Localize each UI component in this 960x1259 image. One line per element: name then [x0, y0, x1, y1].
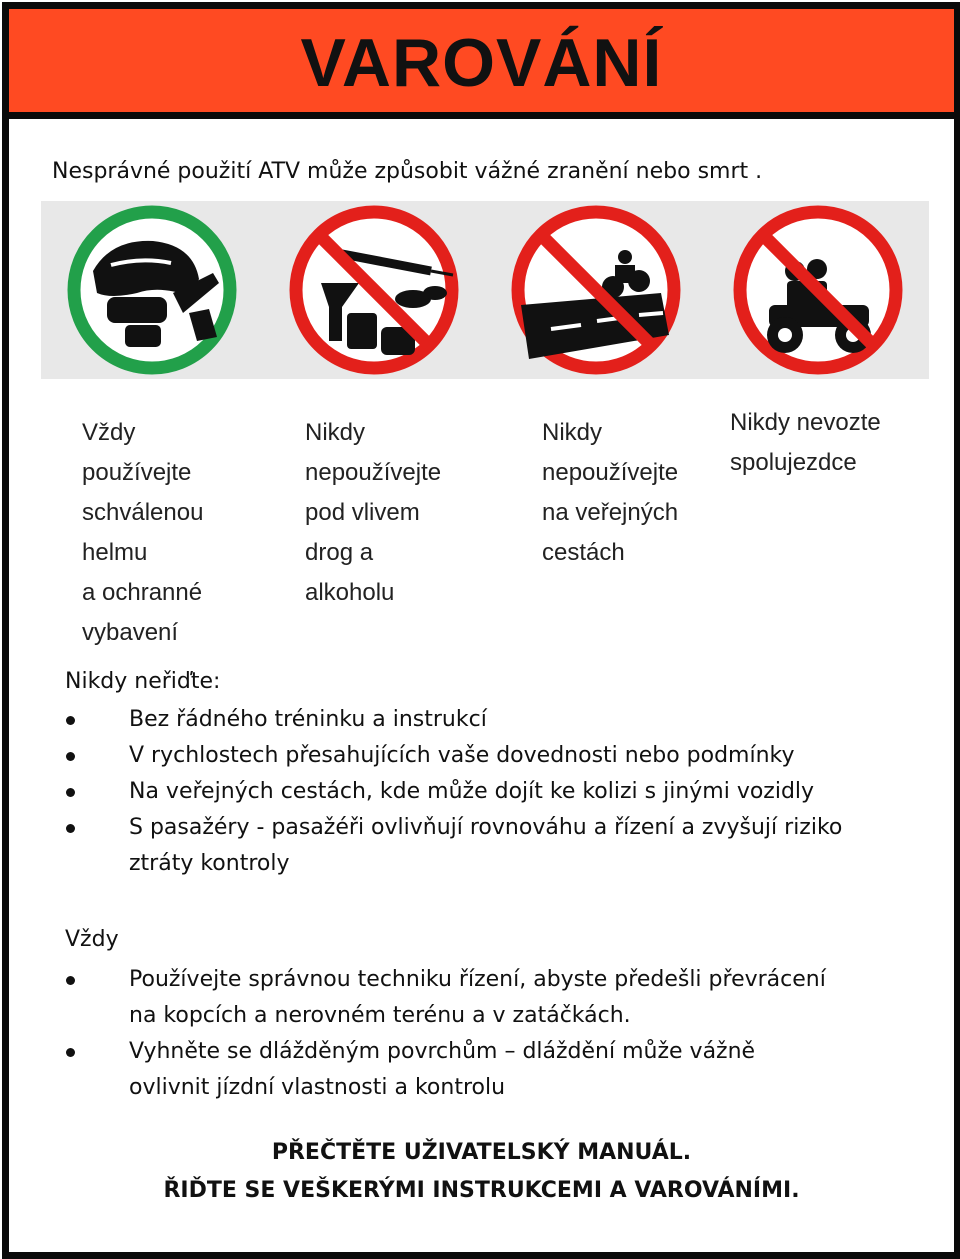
list-item: Vyhněte se dlážděným povrchům – dláždění může vážně ovlivnit jízdní vlastnosti a kontrolu	[9, 1034, 909, 1106]
helmet-protective-gear-icon	[41, 201, 263, 379]
caption-no-passengers: Nikdy nevozte spolujezdce	[730, 409, 881, 476]
never-section-heading: Nikdy neřiďte:	[65, 669, 221, 694]
pictogram-strip	[41, 201, 929, 379]
list-item: Na veřejných cestách, kde může dojít ke kolizi s jinými vozidly	[9, 774, 909, 810]
caption-no-drugs-alcohol: Nikdy nepoužívejte pod vlivem drog a alkoholu	[305, 419, 442, 606]
list-item: Bez řádného tréninku a instrukcí	[9, 702, 909, 738]
list-item: V rychlostech přesahujících vaše dovednosti nebo podmínky	[9, 738, 909, 774]
no-public-roads-icon	[485, 201, 707, 379]
always-list	[9, 962, 909, 1106]
footer-follow-instructions: ŘIĎTE SE VEŠKERÝMI INSTRUKCEMI A VAROVÁNÍMI.	[163, 1178, 800, 1203]
no-drugs-alcohol-icon	[263, 201, 485, 379]
never-list	[9, 702, 909, 882]
warning-banner	[9, 9, 954, 119]
list-item: S pasažéry - pasažéři ovlivňují rovnováhu a řízení a zvyšují riziko ztráty kontroly	[9, 810, 909, 882]
no-passengers-icon	[707, 201, 929, 379]
list-item: Používejte správnou techniku řízení, abyste předešli převrácení na kopcích a nerovném terénu a v zatáčkách.	[9, 962, 909, 1034]
intro-warning-text: Nesprávné použití ATV může způsobit vážné zranění nebo smrt .	[52, 159, 763, 184]
warning-label	[2, 2, 960, 1259]
always-section-heading: Vždy	[65, 927, 119, 952]
caption-no-public-roads: Nikdy nepoužívejte na veřejných cestách	[542, 419, 679, 566]
caption-helmet: Vždy používejte schválenou helmu a ochranné vybavení	[82, 419, 204, 646]
warning-title: VAROVÁNÍ	[300, 25, 663, 101]
footer-read-manual: PŘEČTĚTE UŽIVATELSKÝ MANUÁL.	[271, 1140, 692, 1165]
